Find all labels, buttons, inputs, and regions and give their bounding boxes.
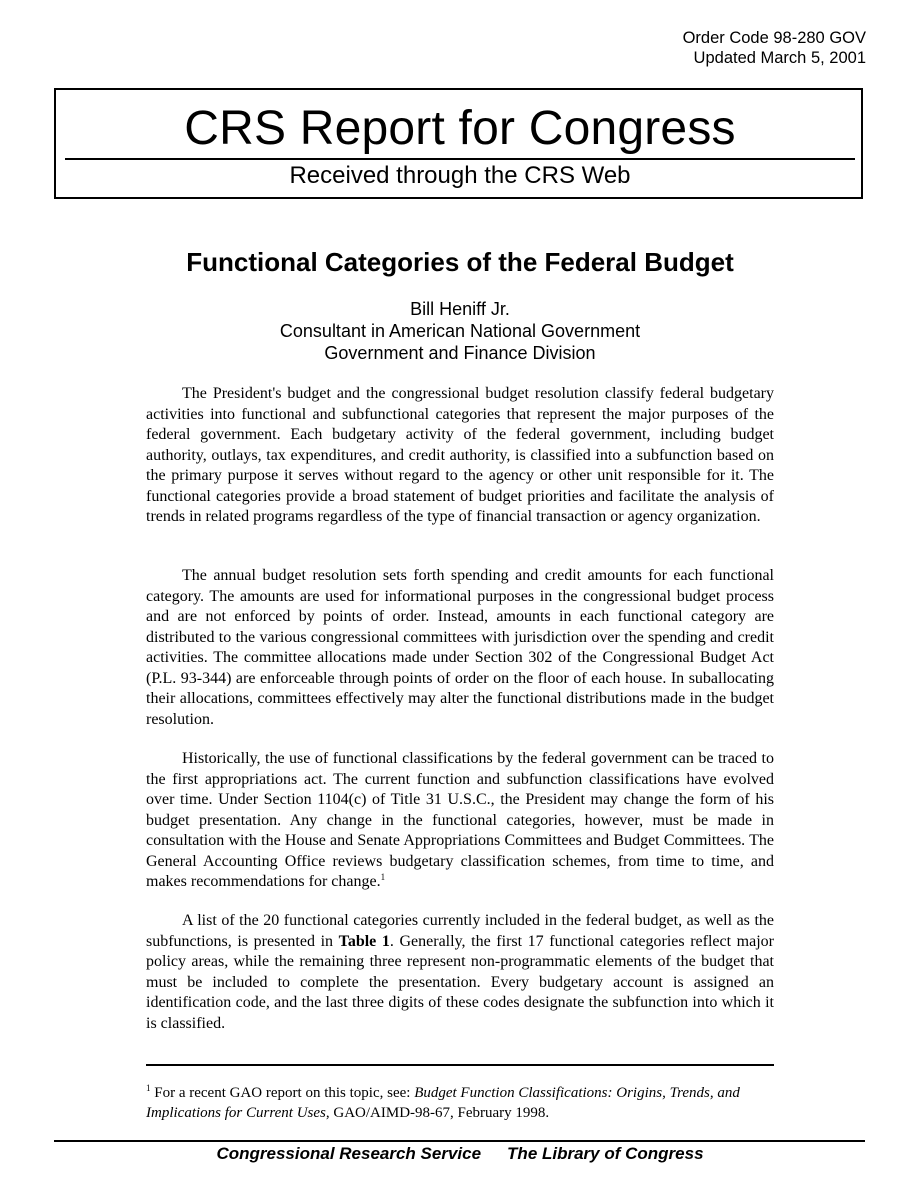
body-paragraph-2: The annual budget resolution sets forth spending and credit amounts for each functional category. The amounts are used for informational purposes in the congressional budget process and are not enforced by points of order. Instead, amounts in each functional category are distributed to the various congressional committees with jurisdiction over the spending and credit activities. The committee allocations made under Section 302 of the Congressional Budget Act (P.L. 93-344) are enforceable through points of order on the floor of each house. In suballocating their allocations, committees effectively may alter the functional distributions made in the budget resolution. <box>146 567 774 728</box>
order-code: Order Code 98-280 GOV <box>682 29 866 47</box>
footnote-cited-title: Budget Function Classifications: Origins, Trends, and Implications for Current Uses <box>146 1085 740 1121</box>
body-paragraph-1: The President's budget and the congressional budget resolution classify federal budgetary activities into functional and subfunctional categories that represent the major purposes of the federal government. Each budgetary activity of the federal government, including budget authority, outlays, tax expenditures, and credit authority, is classified into a subfunction based on the primary purpose it serves without regard to the agency or other unit responsible for it. The functional categories provide a broad statement of budget priorities and facilitate the analysis of trends in related programs regardless of the type of financial transaction or agency organization. <box>146 385 774 525</box>
author-division: Government and Finance Division <box>324 343 596 363</box>
banner-divider <box>65 158 855 160</box>
body-paragraph-3 <box>146 749 774 893</box>
footnote-number: 1 <box>146 1083 151 1093</box>
body-paragraph-4-lead: A list of the 20 functional categories currently included in the federal budget, as well as the subfunctions, is presented in <box>146 912 774 950</box>
footer-loc: The Library of Congress <box>507 1144 704 1163</box>
footnote-lead: For a recent GAO report on this topic, see: <box>150 1085 415 1101</box>
table-reference: Table 1 <box>338 932 390 950</box>
footer-divider <box>54 1140 865 1142</box>
banner-title: CRS Report for Congress <box>184 102 736 155</box>
body-paragraph-4 <box>146 911 774 1034</box>
author-name: Bill Heniff Jr. <box>410 299 510 319</box>
footnote-citation: , GAO/AIMD-98-67, February 1998. <box>325 1105 550 1121</box>
page-footer <box>0 1143 920 1165</box>
footnote-divider <box>146 1064 774 1066</box>
body-paragraph-4-rest: . Generally, the first 17 functional categories reflect major policy areas, while the remaining three represent non-programmatic elements of the budget that must be included to complete the presentation. Every budgetary account is assigned an identification code, and the last three digits of these codes designate the subfunction into which it is classified. <box>146 932 774 1032</box>
footer-crs: Congressional Research Service <box>216 1144 482 1163</box>
banner-subtitle: Received through the CRS Web <box>289 162 631 189</box>
order-code-block <box>683 28 866 68</box>
footnote-marker[interactable]: 1 <box>380 872 386 882</box>
body-paragraph-3-text: Historically, the use of functional classifications by the federal government can be traced to the first appropriations act. The current function and subfunction classifications have evolved over time. Under Section 1104(c) of Title 31 U.S.C., the President may change the form of his budget presentation. Any change in the functional categories, however, must be made in consultation with the House and Senate Appropriations Committees and Budget Committees. The General Accounting Office reviews budgetary classification schemes, from time to time, and makes recommendations for change. <box>146 750 774 890</box>
updated-date: Updated March 5, 2001 <box>693 49 866 67</box>
document-title: Functional Categories of the Federal Budget <box>186 247 734 277</box>
footnote <box>146 1083 774 1123</box>
author-role: Consultant in American National Government <box>279 321 641 341</box>
